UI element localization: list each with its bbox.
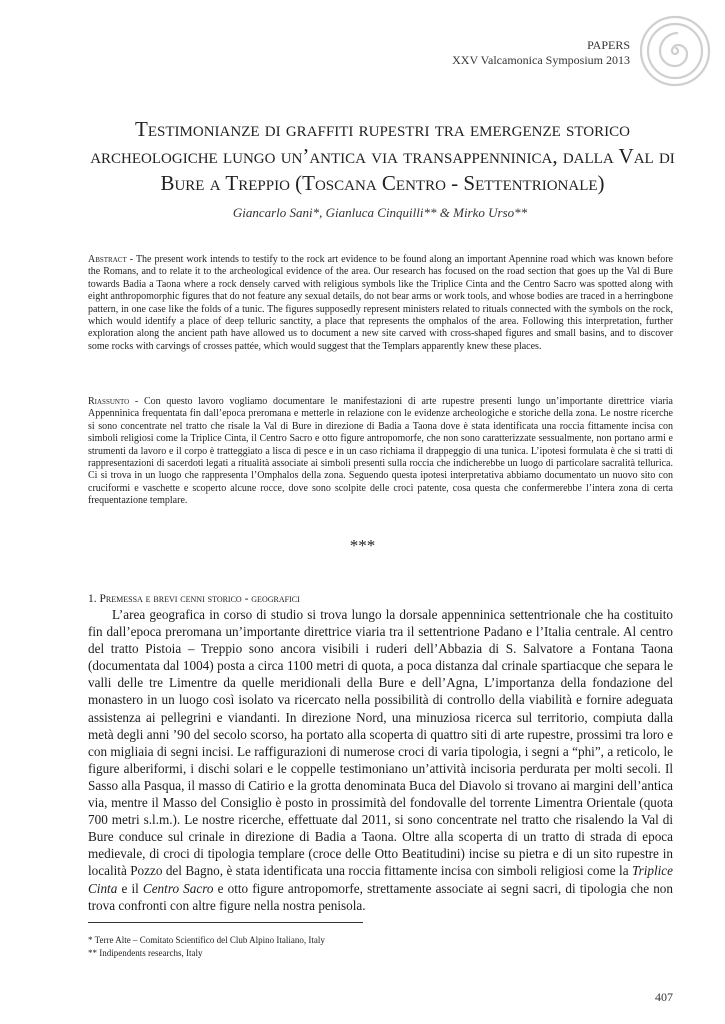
body-text-part3: e otto figure antropomorfe, strettamente associate ai segni sacri, di tipologia che non trova confronti con altre figure nella nostra penisola. [88,880,673,913]
section-separator: *** [349,536,376,555]
section-title: Premessa e brevi cenni storico - geografici [99,593,300,605]
abstract-text: - The present work intends to testify to the rock art evidence to be found along an important Apennine road which was known before the Romans, and to relate it to the archeological evidence of the area. Our research has focused on the road section that goes up the Val di Bure towards Badia a Taona where a rock densely carved with religious symbols like the Triplice Cinta and the Centro Sacro was spotted along with eight anthropomorphic figures that do not feature any sexual details, do not bear arms or work tools, and whose bodies are traced in a herringbone pattern, in one case like the folds of a tunic. The figures supposedly represent ministers related to rituals connected with the symbols on the rock, which would identify a place of deep telluric sanctity, a place that represents the omphalos of the area. Following this interpretation, further exploration along the ancient path have allowed us to document a new site carved with cross-shaped figures and small basins, and to discover some rocks with carvings of crosses pattée, which would suggest that the Templars apparently knew these places. [88,254,673,352]
running-header [452,38,630,68]
abstract-english [88,254,673,353]
body-text [88,606,673,914]
body-text-part1: L’area geografica in corso di studio si trova lungo la dorsale appenninica settentrionale che ha costituito fin dall’epoca preromana un’importante direttrice viaria tra il settentrione Padano e l’Italia centrale. Al centro del tratto Pistoia – Treppio sono ancora visibili i ruderi dell’Abbazia di S. Salvatore a Fontana Taona (documentata dal 1004) posta a circa 1100 metri di quota, a poca distanza dal crinale spartiacque che separa le valli delle tre Limentre da quelle meridionali della Bure e dell’Agna, L’importanza della fondazione del monastero in un luogo così isolato va ricercato nella possibilità di controllo della viabilità e fornire adeguata assistenza ai pellegrini e viandanti. In direzione Nord, una minuziosa ricerca sul territorio, compiuta dalla metà degli anni ’90 del secolo scorso, ha portato alla scoperta di quattro siti di arte rupestre, prossimi tra loro e con migliaia di segni incisi. Le raffigurazioni di numerose croci di varia tipologia, i segni a “phi”, a reticolo, le figure alberiformi, i dischi solari e le coppelle testimoniano un’attività incisoria perdurata per molti secoli. Il Sasso alla Pasqua, il masso di Catirio e la grotta denominata Buca del Diavolo si trovano ai margini dell’antica via, mentre il Masso del Consiglio è posto in prossimità del fondovalle del torrente Limentra Orientale (quota 700 metri s.l.m.). Le nostre ricerche, effettuate dal 2011, si sono concentrate nel tratto che risalendo la Val di Bure conduce sul crinale in direzione di Badia a Taona. Oltre alla scoperta di un tratto di strada di epoca medievale, di croci di tipologia templare (croce delle Otto Beatitudini) incise su pietra e di un sito rupestre in località Pozzo del Bagno, è stata identificata una roccia fittamente incisa con simboli religiosi come la [88,607,673,879]
body-text-part2: e il [117,880,143,896]
paper-title: Testimonianze di graffiti rupestri tra emergenze storico archeologiche lungo un’antica via transappenninica, dalla Val di Bure a Treppio (Toscana Centro - Settentrionale) [90,117,675,195]
header-symposium: XXV Valcamonica Symposium 2013 [452,53,630,67]
spiral-icon [638,14,712,88]
section-heading [88,593,300,605]
abstract-italian [88,396,673,508]
footnote-1: * Terre Alte – Comitato Scientifico del Club Alpino Italiano, Italy [88,935,325,945]
riassunto-label: Riassunto [88,396,130,407]
footnotes [88,934,325,960]
footnote-rule [88,922,363,923]
footnote-2: ** Indipendents researchs, Italy [88,948,203,958]
abstract-label: Abstract [88,254,127,265]
riassunto-text: - Con questo lavoro vogliamo documentare le manifestazioni di arte rupestre presenti lungo un’importante direttrice viaria Appenninica frequentata fin dall’epoca preromana e metterle in relazione con le evidenze archeologiche e storiche della zona. Le nostre ricerche si sono concentrate nel tratto che risale la Val di Bure in direzione di Badia a Taona dove è stata identificata una roccia fittamente incisa con simboli religiosi come la Triplice Cinta, il Centro Sacro e otto figure antropomorfe, che non sono caratterizzate sessualmente, non portano armi e strumenti da lavoro e il corpo è tratteggiato a lisca di pesce e in un caso richiama il drappeggio di una tunica. L’ipotesi formulata è che si tratti di rappresentazioni di sacerdoti legati a ritualità associate ai simboli presenti sulla roccia che indicherebbe un luogo di particolare sacralità tellurica. Ci si trova in un luogo che rappresenta l’Omphalos della zona. Seguendo questa ipotesi interpretativa abbiamo documentato un nuovo sito con cruciformi e vaschette e scoperto alcune rocce, dove sono scolpite delle croci patente, cosa questa che confermerebbe l’intera zona di certa frequentazione templare. [88,396,673,507]
page-number: 407 [655,990,673,1004]
term-centro-sacro: Centro Sacro [142,880,214,896]
header-section-label: PAPERS [587,38,630,52]
body-paragraph [88,606,673,914]
term-triplice-cinta: Triplice Cinta [88,863,673,896]
section-number: 1. [88,593,97,605]
authors: Giancarlo Sani*, Gianluca Cinquilli** & Mirko Urso** [232,205,528,220]
